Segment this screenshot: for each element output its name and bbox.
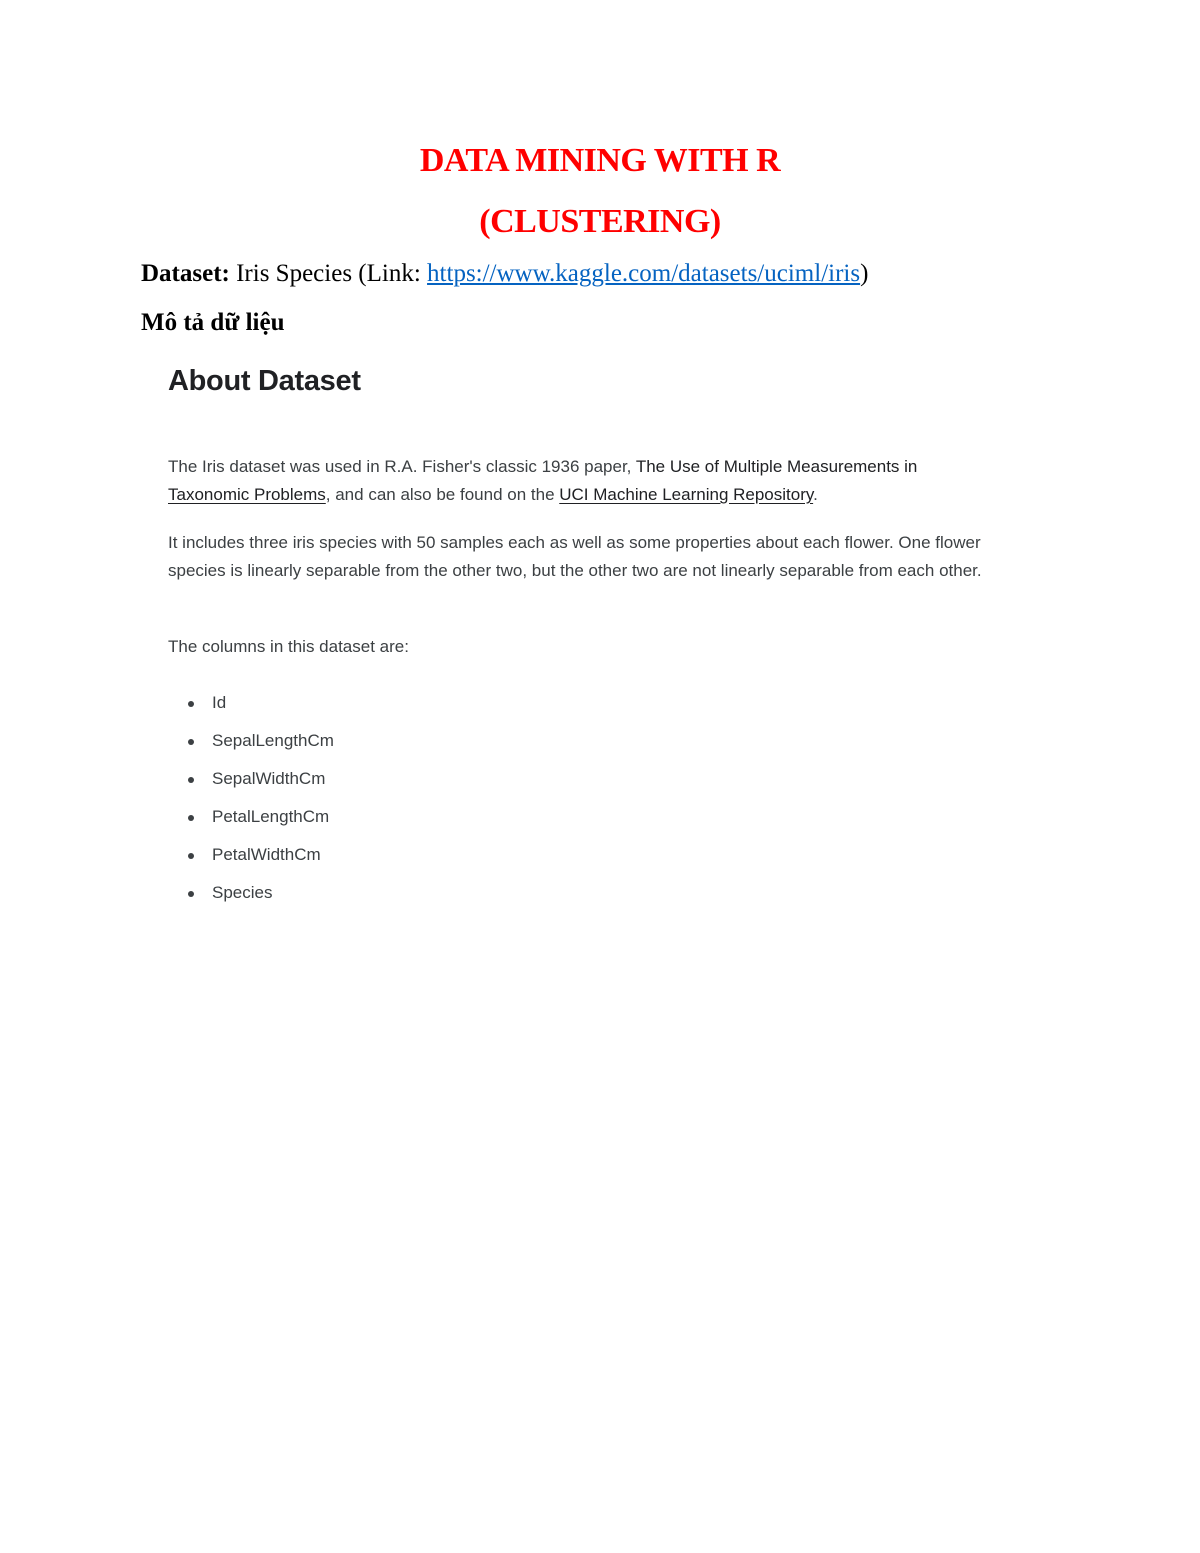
- paper-title: The Use of Multiple Measurements in: [635, 457, 918, 476]
- list-item: PetalLengthCm: [212, 803, 334, 841]
- list-item: SepalLengthCm: [212, 727, 334, 765]
- about-paragraph-1: [168, 453, 1008, 509]
- list-item: Species: [212, 879, 334, 917]
- about-heading: About Dataset: [168, 365, 361, 397]
- about-paragraph-3: The columns in this dataset are:: [168, 637, 409, 656]
- list-item: PetalWidthCm: [212, 841, 334, 879]
- uci-repository-link[interactable]: UCI Machine Learning Repository: [559, 485, 814, 504]
- paper-title-link[interactable]: Taxonomic Problems: [168, 485, 326, 504]
- dataset-label: Dataset:: [141, 260, 230, 287]
- list-item: SepalWidthCm: [212, 765, 334, 803]
- columns-list: [168, 689, 334, 917]
- para1-end: .: [813, 485, 818, 504]
- about-paragraph-2: It includes three iris species with 50 samples each as well as some properties about each flower. One flower species is linearly separable from the other two, but the other two are not linearly separable from each other.: [168, 533, 982, 580]
- dataset-line: [141, 260, 868, 288]
- list-item: Id: [212, 689, 334, 727]
- document-subtitle: (CLUSTERING): [479, 203, 721, 240]
- dataset-link[interactable]: https://www.kaggle.com/datasets/uciml/iris: [427, 260, 861, 287]
- about-dataset-section: [168, 365, 1028, 902]
- dataset-closing: ): [860, 260, 869, 287]
- para1-mid: , and can also be found on the: [325, 485, 560, 504]
- document-title: DATA MINING WITH R: [419, 142, 781, 179]
- description-heading: Mô tả dữ liệu: [141, 309, 285, 336]
- para1-prefix: The Iris dataset was used in R.A. Fisher's classic 1936 paper,: [168, 457, 636, 476]
- dataset-name: Iris Species (Link:: [229, 260, 428, 287]
